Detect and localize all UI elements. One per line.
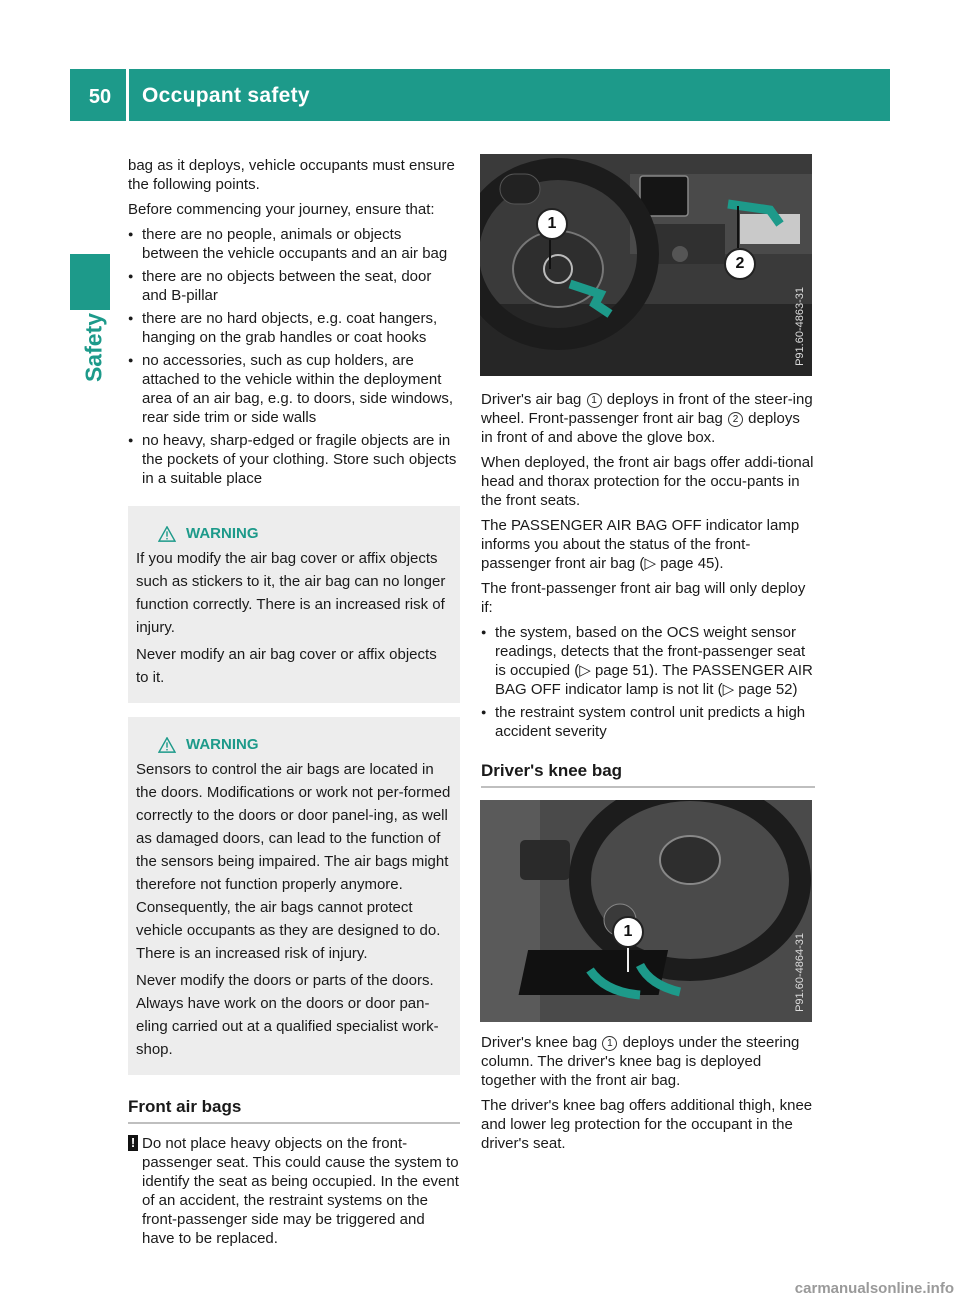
checklist [128,225,460,488]
callout-1: 1 [536,208,568,240]
list-item: ● no accessories, such as cup holders, are attached to the vehicle within the deployment area of an air bag, e.g. to doors, side windows, rear side trim or side walls [128,351,460,427]
pointer-icon: ▷ [722,681,735,698]
sidebar-block [70,254,110,310]
page-number: 50 [88,86,112,108]
page-link[interactable]: page 52) [738,681,798,698]
sidebar-label: Safety [80,312,107,383]
warning-triangle-icon [158,737,176,753]
warning-text: Never modify the doors or parts of the doors. Always have work on the doors or door pan-eling carried out at a qualified specialist work-shop. [136,972,439,1058]
right-column [481,390,815,788]
warning-box-2 [128,717,460,1075]
warning-text: If you modify the air bag cover or affix objects such as stickers to it, the air bag can no longer function correctly. There is an increased risk of injury. [136,550,446,636]
callout-2: 2 [724,248,756,280]
warning-header [158,733,452,756]
notice [128,1134,460,1248]
intro-text: bag as it deploys, vehicle occupants must ensure the following points. [128,157,455,193]
callout-ref-1: 1 [587,393,602,408]
callout-1: 1 [612,916,644,948]
list-item: ● there are no people, animals or objects between the vehicle occupants and an air bag [128,225,460,263]
body-text: Driver's air bag 1 deploys in front of the steer-ing wheel. Front-passenger front air bag 2 deploys in front of and above the glove box. [481,391,813,446]
image-code: P91.60-4864-31 [794,933,806,1012]
warning-text: Sensors to control the air bags are located in the doors. Modifications or work not per-formed correctly to the doors or door panel-ing, as well as damaged doors, can lead to the function of the sensors being impaired. The air bags might therefore not function properly anymore. Consequently, the air bags cannot protect vehicle occupants as they are designed to do. There is an increased risk of injury. [136,761,451,962]
left-column [128,156,460,1248]
body-text: When deployed, the front air bags offer addi-tional head and thorax protection for the occu-pants in the front seats. [481,454,814,509]
body-text: The PASSENGER AIR BAG OFF indicator lamp informs you about the status of the front-passenger front air bag (▷ page 45). [481,517,800,572]
warning-text: Never modify an air bag cover or affix objects to it. [136,646,437,686]
list-item: ● the system, based on the OCS weight sensor readings, detects that the front-passenger seat is occupied (▷ page 51). The PASSENGER AIR BAG OFF indicator lamp is not lit (▷ page 52) [481,623,815,699]
warning-header [158,522,452,545]
body-text: The driver's knee bag offers additional thigh, knee and lower leg protection for the occupant in the driver's seat. [481,1097,813,1152]
heading-knee-bag: Driver's knee bag [481,761,815,788]
dashboard-photo [480,154,812,376]
body-text: Driver's knee bag 1 deploys under the steering column. The driver's knee bag is deployed together with the front air bag. [481,1034,800,1089]
callout-ref-1: 1 [602,1036,617,1051]
header-divider [126,69,129,121]
heading-front-air-bags: Front air bags [128,1097,460,1124]
warning-title: WARNING [186,525,259,542]
exclamation-icon: ! [128,1135,138,1151]
section-title: Occupant safety [142,84,310,107]
deploy-conditions [481,623,815,741]
callout-ref-2: 2 [728,412,743,427]
warning-triangle-icon [158,526,176,542]
knee-bag-illustration [480,800,812,1022]
footer-watermark: carmanualsonline.info [794,1280,954,1297]
intro-text-2: Before commencing your journey, ensure that: [128,201,435,218]
image-code: P91.60-4863-31 [794,287,806,366]
warning-box-1 [128,506,460,703]
list-item: ● no heavy, sharp-edged or fragile objects are in the pockets of your clothing. Store such objects in a suitable place [128,431,460,488]
body-text: The front-passenger front air bag will only deploy if: [481,580,806,616]
page-link[interactable]: page 51). The PASSENGER AIR BAG OFF indicator lamp is not lit ( [495,662,813,698]
dashboard-illustration [480,154,812,376]
page-link[interactable]: page 45). [660,555,724,572]
right-column-bottom [481,1033,815,1159]
pointer-icon: ▷ [579,662,591,679]
pointer-icon: ▷ [644,555,656,572]
list-item: ● there are no objects between the seat, door and B-pillar [128,267,460,305]
list-item: ● the restraint system control unit predicts a high accident severity [481,703,815,741]
warning-title: WARNING [186,736,259,753]
knee-bag-photo [480,800,812,1022]
list-item: ● there are no hard objects, e.g. coat hangers, hanging on the grab handles or coat hooks [128,309,460,347]
notice-text: Do not place heavy objects on the front-passenger seat. This could cause the system to identify the seat as being occupied. In the event of an accident, the restraint systems on the front-passenger side may be triggered and have to be replaced. [142,1135,459,1247]
